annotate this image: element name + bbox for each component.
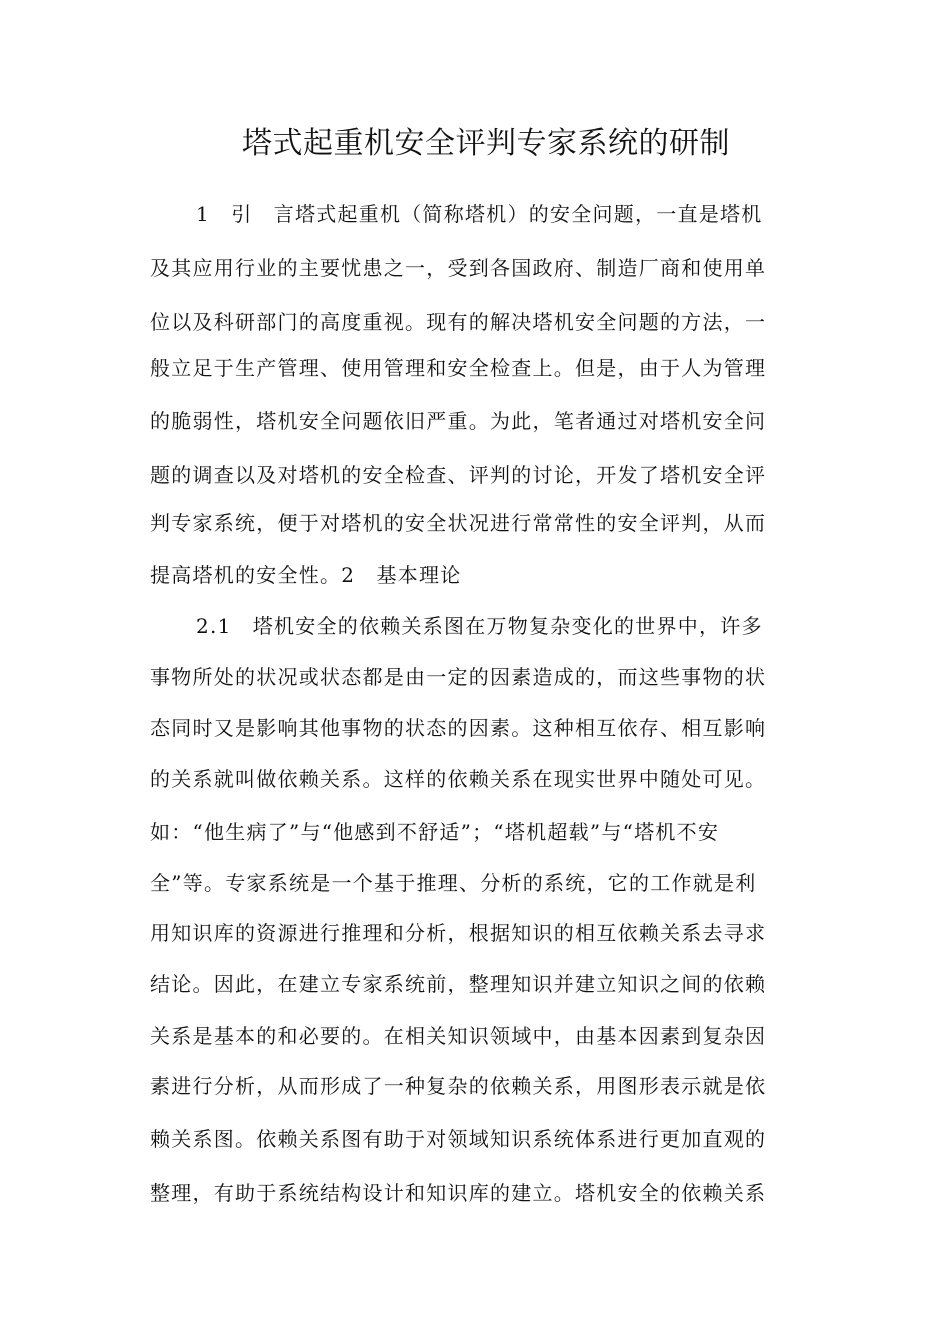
body-line: 位以及科研部门的高度重视。现有的解决塔机安全问题的方法，一 [150, 310, 767, 334]
body-line: 的关系就叫做依赖关系。这样的依赖关系在现实世界中随处可见。 [150, 767, 767, 791]
body-line: 事物所处的状况或状态都是由一定的因素造成的，而这些事物的状 [150, 665, 767, 689]
body-line: 结论。因此，在建立专家系统前，整理知识并建立知识之间的依赖 [150, 972, 767, 996]
body-line: 整理，有助于系统结构设计和知识库的建立。塔机安全的依赖关系 [150, 1181, 767, 1205]
body-line: 态同时又是影响其他事物的状态的因素。这种相互依存、相互影响 [150, 716, 767, 740]
body-line: 关系是基本的和必要的。在相关知识领域中，由基本因素到复杂因 [150, 1024, 767, 1048]
body-line: 素进行分析，从而形成了一种复杂的依赖关系，用图形表示就是依 [150, 1074, 767, 1098]
body-line: 赖关系图。依赖关系图有助于对领域知识系统体系进行更加直观的 [150, 1127, 767, 1151]
body-line: 般立足于生产管理、使用管理和安全检查上。但是，由于人为管理 [150, 356, 767, 380]
body-line: 如：“他生病了”与“他感到不舒适”；“塔机超载”与“塔机不安 [150, 820, 720, 844]
body-line: 1 引 言塔式起重机（简称塔机）的安全问题，一直是塔机 [196, 202, 763, 226]
body-line: 全”等。专家系统是一个基于推理、分析的系统，它的工作就是利 [150, 871, 757, 895]
body-line: 提高塔机的安全性。2 基本理论 [150, 563, 462, 587]
body-line: 2.1 塔机安全的依赖关系图在万物复杂变化的世界中，许多 [196, 614, 763, 638]
body-line: 判专家系统，便于对塔机的安全状况进行常常性的安全评判，从而 [150, 511, 767, 535]
body-line: 题的调查以及对塔机的安全检查、评判的讨论，开发了塔机安全评 [150, 463, 767, 487]
body-line: 的脆弱性，塔机安全问题依旧严重。为此，笔者通过对塔机安全问 [150, 409, 767, 433]
body-line: 用知识库的资源进行推理和分析，根据知识的相互依赖关系去寻求 [150, 921, 767, 945]
document-title: 塔式起重机安全评判专家系统的研制 [242, 126, 730, 161]
body-line: 及其应用行业的主要忧患之一，受到各国政府、制造厂商和使用单 [150, 256, 767, 280]
